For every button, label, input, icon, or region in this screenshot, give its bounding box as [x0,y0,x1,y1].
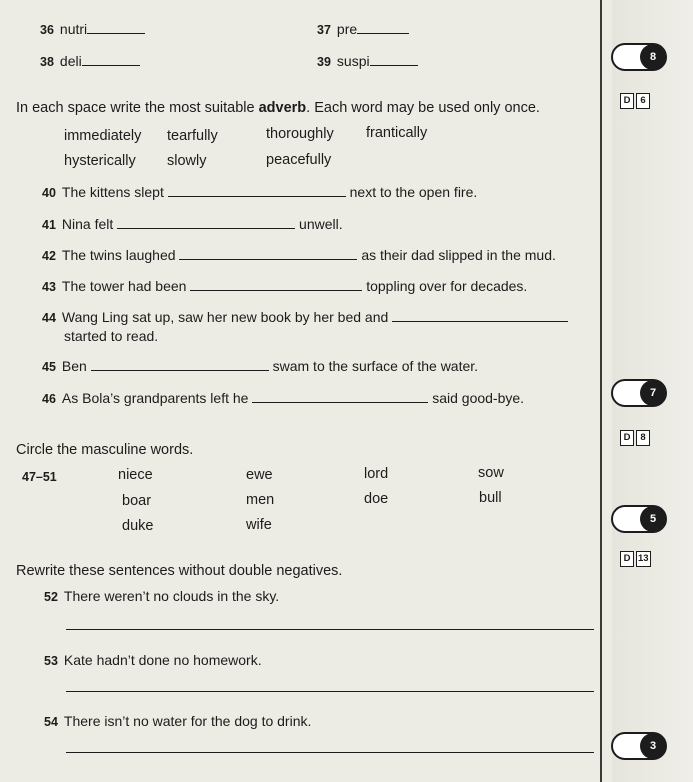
answer-blank[interactable] [190,280,362,291]
circle-word[interactable]: lord [364,466,389,482]
word-bank-item: frantically [366,125,428,141]
score-box[interactable]: 7 [611,379,667,407]
word-bank-item: thoroughly [266,126,334,142]
circle-word[interactable]: bull [479,490,502,506]
word-bank-item: immediately [64,128,142,144]
circle-word[interactable]: sow [478,465,504,481]
question-range-47-51: 47–51 [22,470,57,484]
reference-tag: D 13 [620,551,651,567]
answer-blank[interactable] [179,249,357,260]
answer-blank[interactable] [252,392,428,403]
question-46: 46 As Bola’s grandparents left he said good-bye. [42,390,525,406]
question-52: 52 There weren’t no clouds in the sky. [44,588,280,604]
question-36: 36 nutri [40,21,145,37]
answer-blank[interactable] [370,55,418,66]
question-38: 38 deli [40,53,140,69]
word-bank-item: peacefully [266,152,332,168]
answer-blank[interactable] [117,218,295,229]
circle-word[interactable]: boar [122,493,152,509]
word-bank-item: slowly [167,153,207,169]
score-box[interactable]: 3 [611,732,667,760]
question-40: 40 The kittens slept next to the open fire. [42,184,478,200]
answer-blank[interactable] [357,23,409,34]
circle-word[interactable]: niece [118,467,153,483]
reference-tag: D 8 [620,430,650,446]
answer-line-52[interactable] [66,629,594,630]
question-39: 39 suspi [317,53,418,69]
question-54: 54 There isn’t no water for the dog to drink. [44,713,312,729]
question-44: 44 Wang Ling sat up, saw her new book by her bed and [42,309,568,325]
circle-word[interactable]: wife [246,517,272,533]
answer-blank[interactable] [82,55,140,66]
circle-word[interactable]: doe [364,491,389,507]
question-44-continuation: started to read. [64,328,159,344]
answer-blank[interactable] [392,311,568,322]
circle-word[interactable]: men [246,492,275,508]
reference-tag: D 6 [620,93,650,109]
answer-line-53[interactable] [66,691,594,692]
word-bank-item: tearfully [167,128,218,144]
masculine-instruction: Circle the masculine words. [16,442,194,458]
answer-blank[interactable] [168,186,346,197]
question-45: 45 Ben swam to the surface of the water. [42,358,479,374]
score-box[interactable]: 8 [611,43,667,71]
negatives-instruction: Rewrite these sentences without double negatives. [16,563,343,579]
answer-line-54[interactable] [66,752,594,753]
circle-word[interactable]: duke [122,518,154,534]
question-41: 41 Nina felt unwell. [42,216,343,232]
margin-rule [600,0,602,782]
question-53: 53 Kate hadn’t done no homework. [44,652,262,668]
answer-blank[interactable] [91,360,269,371]
score-box[interactable]: 5 [611,505,667,533]
answer-blank[interactable] [87,23,145,34]
question-37: 37 pre [317,21,409,37]
word-bank-item: hysterically [64,153,136,169]
question-43: 43 The tower had been toppling over for decades. [42,278,528,294]
circle-word[interactable]: ewe [246,467,273,483]
adverb-instruction: In each space write the most suitable adverb. Each word may be used only once. [16,100,540,116]
question-42: 42 The twins laughed as their dad slipped in the mud. [42,247,556,263]
